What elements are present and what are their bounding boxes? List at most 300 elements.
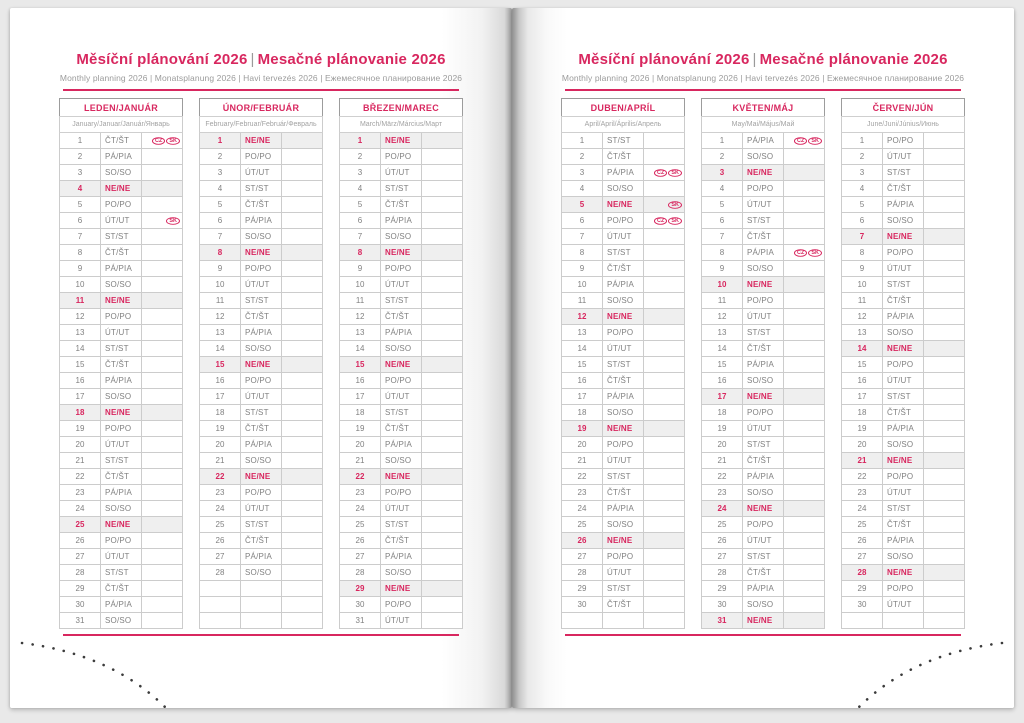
day-code-cell: PÁ/PIA (883, 309, 924, 325)
day-number-cell: 16 (702, 373, 743, 389)
day-number-cell: 6 (702, 213, 743, 229)
day-code-cell: SO/SO (381, 341, 422, 357)
day-code-cell: ČT/ŠT (743, 453, 784, 469)
day-code-cell: ÚT/UT (241, 277, 282, 293)
day-number-cell: 13 (340, 325, 381, 341)
day-number-cell: 29 (562, 581, 603, 597)
month-name: LEDEN/JANUÁR (60, 99, 183, 117)
note-cell (644, 437, 685, 453)
day-number-cell: 19 (562, 421, 603, 437)
note-cell (422, 405, 463, 421)
note-cell (142, 341, 183, 357)
note-cell (142, 357, 183, 373)
day-code-cell: PO/PO (603, 549, 644, 565)
calendar-row (200, 229, 323, 245)
note-cell (784, 213, 825, 229)
day-code-cell: SO/SO (101, 277, 142, 293)
day-code-cell: SO/SO (743, 485, 784, 501)
note-cell (924, 229, 965, 245)
day-code-cell: ÚT/UT (241, 501, 282, 517)
calendar-row (702, 357, 825, 373)
day-number-cell: 29 (60, 581, 101, 597)
day-code-cell: ÚT/UT (743, 309, 784, 325)
day-number-cell: 25 (340, 517, 381, 533)
note-cell (282, 357, 323, 373)
calendar-row (60, 517, 183, 533)
day-code-cell: ÚT/UT (603, 341, 644, 357)
page-subtitle: Monthly planning 2026 | Monatsplanung 2026 | Havi tervezés 2026 | Ежемесячное планирование 2026 (561, 73, 965, 83)
day-number-cell: 7 (200, 229, 241, 245)
calendar-row (702, 533, 825, 549)
calendar-row (562, 277, 685, 293)
day-code-cell: PO/PO (241, 261, 282, 277)
note-cell (142, 213, 183, 229)
note-cell (924, 421, 965, 437)
day-number-cell: 13 (702, 325, 743, 341)
day-code-cell: PÁ/PIA (883, 533, 924, 549)
day-number-cell: 15 (702, 357, 743, 373)
day-code-cell: PÁ/PIA (743, 469, 784, 485)
calendar-row (562, 357, 685, 373)
calendar-row (702, 437, 825, 453)
note-cell (784, 549, 825, 565)
day-number-cell: 14 (340, 341, 381, 357)
day-number-cell: 17 (200, 389, 241, 405)
calendar-row (200, 501, 323, 517)
note-cell (924, 565, 965, 581)
note-cell (784, 597, 825, 613)
calendar-row (702, 581, 825, 597)
note-cell (282, 421, 323, 437)
day-code-cell: PO/PO (743, 405, 784, 421)
day-code-cell: PO/PO (883, 133, 924, 149)
day-code-cell: NE/NE (101, 405, 142, 421)
note-cell (784, 341, 825, 357)
day-number-cell: 31 (60, 613, 101, 629)
month-table-leden-januar (59, 98, 183, 629)
calendar-row (562, 453, 685, 469)
day-code-cell: PÁ/PIA (743, 357, 784, 373)
calendar-row (340, 389, 463, 405)
calendar-row (340, 437, 463, 453)
day-number-cell: 16 (340, 373, 381, 389)
day-number-cell: 22 (340, 469, 381, 485)
note-cell (644, 133, 685, 149)
day-number-cell: 4 (200, 181, 241, 197)
note-cell (644, 277, 685, 293)
calendar-row (842, 133, 965, 149)
month-table-brezen-marec (339, 98, 463, 629)
calendar-row (340, 293, 463, 309)
note-cell (784, 357, 825, 373)
day-number-cell: 20 (60, 437, 101, 453)
day-code-cell: SO/SO (241, 341, 282, 357)
note-cell (644, 421, 685, 437)
day-code-cell: SO/SO (241, 565, 282, 581)
day-code-cell: ST/ST (603, 581, 644, 597)
day-number-cell: 22 (842, 469, 883, 485)
day-code-cell: ČT/ŠT (603, 149, 644, 165)
calendar-row (842, 213, 965, 229)
calendar-row (340, 245, 463, 261)
calendar-row (702, 213, 825, 229)
day-code-cell: SO/SO (603, 293, 644, 309)
day-number-cell: 2 (842, 149, 883, 165)
day-number-cell: 19 (842, 421, 883, 437)
calendar-row (340, 229, 463, 245)
blank-day-cell (241, 597, 282, 613)
day-number-cell: 1 (842, 133, 883, 149)
note-cell (924, 277, 965, 293)
day-code-cell: ČT/ŠT (381, 309, 422, 325)
calendar-row (340, 405, 463, 421)
note-cell (924, 325, 965, 341)
day-code-cell: ČT/ŠT (241, 197, 282, 213)
day-code-cell: PO/PO (101, 533, 142, 549)
day-number-cell: 28 (702, 565, 743, 581)
calendar-row (842, 165, 965, 181)
calendar-row (842, 549, 965, 565)
note-cell (282, 469, 323, 485)
day-code-cell: SO/SO (241, 453, 282, 469)
day-code-cell: PÁ/PIA (743, 133, 784, 149)
calendar-row (60, 581, 183, 597)
day-code-cell: ČT/ŠT (603, 597, 644, 613)
day-code-cell: PO/PO (603, 213, 644, 229)
day-code-cell: ÚT/UT (883, 485, 924, 501)
calendar-row (702, 133, 825, 149)
calendar-row (842, 389, 965, 405)
calendar-row (842, 421, 965, 437)
note-cell (924, 245, 965, 261)
title-divider: | (752, 51, 757, 68)
calendar-row (340, 309, 463, 325)
day-code-cell: SO/SO (603, 517, 644, 533)
calendar-row (200, 293, 323, 309)
calendar-row (702, 149, 825, 165)
note-cell (784, 133, 825, 149)
note-cell (924, 389, 965, 405)
day-number-cell: 24 (562, 501, 603, 517)
day-code-cell: NE/NE (883, 453, 924, 469)
day-number-cell: 22 (60, 469, 101, 485)
day-number-cell: 8 (562, 245, 603, 261)
calendar-row (60, 565, 183, 581)
month-name: BŘEZEN/MAREC (340, 99, 463, 117)
day-number-cell: 11 (562, 293, 603, 309)
day-code-cell: PO/PO (743, 517, 784, 533)
note-cell (644, 229, 685, 245)
day-code-cell: PO/PO (241, 485, 282, 501)
day-number-cell: 13 (200, 325, 241, 341)
calendar-row (200, 197, 323, 213)
note-cell (142, 389, 183, 405)
note-cell (924, 453, 965, 469)
day-code-cell: PO/PO (883, 469, 924, 485)
day-number-cell: 14 (702, 341, 743, 357)
note-cell (784, 165, 825, 181)
note-cell (142, 149, 183, 165)
note-cell (282, 341, 323, 357)
calendar-row (842, 261, 965, 277)
day-number-cell: 20 (702, 437, 743, 453)
day-code-cell: NE/NE (883, 341, 924, 357)
calendar-row (60, 133, 183, 149)
corner-perforation-right (844, 636, 1014, 708)
day-number-cell: 1 (340, 133, 381, 149)
day-code-cell: SO/SO (101, 165, 142, 181)
months-row-right (512, 98, 1014, 629)
day-number-cell: 27 (60, 549, 101, 565)
day-code-cell: PÁ/PIA (101, 597, 142, 613)
day-number-cell: 13 (562, 325, 603, 341)
blank-number-cell (842, 613, 883, 629)
blank-note-cell (282, 613, 323, 629)
planner-page-left (10, 8, 512, 708)
day-number-cell: 1 (702, 133, 743, 149)
note-cell (924, 213, 965, 229)
day-number-cell: 12 (842, 309, 883, 325)
day-number-cell: 30 (702, 597, 743, 613)
day-code-cell: ČT/ŠT (883, 293, 924, 309)
day-code-cell: PÁ/PIA (381, 213, 422, 229)
day-code-cell: PÁ/PIA (381, 549, 422, 565)
calendar-row (702, 485, 825, 501)
day-number-cell: 16 (60, 373, 101, 389)
holiday-badge-cz: CZ (654, 217, 667, 225)
day-number-cell: 21 (340, 453, 381, 469)
holiday-badge-cz: CZ (654, 169, 667, 177)
day-code-cell: ČT/ŠT (743, 565, 784, 581)
note-cell (644, 453, 685, 469)
calendar-row (842, 373, 965, 389)
title-czech: Měsíční plánování 2026 (76, 51, 248, 68)
calendar-row (842, 581, 965, 597)
day-number-cell: 27 (200, 549, 241, 565)
note-cell (422, 437, 463, 453)
day-number-cell: 17 (702, 389, 743, 405)
day-number-cell: 2 (702, 149, 743, 165)
day-number-cell: 18 (340, 405, 381, 421)
note-cell (142, 597, 183, 613)
day-code-cell: ST/ST (603, 133, 644, 149)
month-languages: June/Juni/Június/Июнь (842, 117, 965, 133)
day-number-cell: 22 (702, 469, 743, 485)
day-code-cell: ČT/ŠT (743, 229, 784, 245)
day-number-cell: 22 (562, 469, 603, 485)
calendar-row (842, 405, 965, 421)
day-code-cell: PÁ/PIA (241, 325, 282, 341)
calendar-row (200, 245, 323, 261)
day-code-cell: SO/SO (381, 565, 422, 581)
calendar-row (200, 149, 323, 165)
day-code-cell: PO/PO (381, 485, 422, 501)
calendar-row (562, 213, 685, 229)
calendar-row (702, 181, 825, 197)
calendar-row (562, 501, 685, 517)
calendar-row (702, 405, 825, 421)
day-number-cell: 17 (340, 389, 381, 405)
note-cell (924, 197, 965, 213)
calendar-row (60, 485, 183, 501)
note-cell (924, 309, 965, 325)
day-code-cell: SO/SO (381, 453, 422, 469)
day-number-cell: 7 (702, 229, 743, 245)
calendar-row (340, 213, 463, 229)
note-cell (422, 341, 463, 357)
month-languages: May/Mai/Május/Май (702, 117, 825, 133)
day-code-cell: PO/PO (381, 261, 422, 277)
day-code-cell: ST/ST (241, 181, 282, 197)
note-cell (784, 277, 825, 293)
note-cell (142, 469, 183, 485)
day-number-cell: 2 (340, 149, 381, 165)
day-number-cell: 23 (562, 485, 603, 501)
day-code-cell: ST/ST (743, 549, 784, 565)
title-czech: Měsíční plánování 2026 (578, 51, 750, 68)
day-code-cell: NE/NE (743, 389, 784, 405)
day-number-cell: 14 (60, 341, 101, 357)
calendar-row (60, 197, 183, 213)
note-cell (644, 181, 685, 197)
planner-page-right (512, 8, 1014, 708)
day-code-cell: PO/PO (101, 421, 142, 437)
calendar-row (200, 405, 323, 421)
calendar-row (60, 277, 183, 293)
calendar-row (842, 229, 965, 245)
day-code-cell: PO/PO (883, 245, 924, 261)
note-cell (784, 245, 825, 261)
calendar-row (842, 437, 965, 453)
day-code-cell: ČT/ŠT (883, 181, 924, 197)
day-number-cell: 6 (60, 213, 101, 229)
day-number-cell: 14 (562, 341, 603, 357)
day-code-cell: NE/NE (241, 245, 282, 261)
day-code-cell: PÁ/PIA (743, 581, 784, 597)
blank-number-cell (200, 597, 241, 613)
day-number-cell: 6 (340, 213, 381, 229)
note-cell (142, 277, 183, 293)
note-cell (924, 373, 965, 389)
day-number-cell: 3 (60, 165, 101, 181)
note-cell (282, 373, 323, 389)
day-number-cell: 17 (60, 389, 101, 405)
calendar-row (60, 149, 183, 165)
day-code-cell: PÁ/PIA (883, 197, 924, 213)
title-slovak: Mesačné plánovanie 2026 (759, 51, 948, 68)
day-number-cell: 7 (562, 229, 603, 245)
day-number-cell: 19 (200, 421, 241, 437)
day-number-cell: 8 (702, 245, 743, 261)
note-cell (142, 485, 183, 501)
calendar-row (702, 293, 825, 309)
day-code-cell: PÁ/PIA (101, 261, 142, 277)
day-number-cell: 12 (340, 309, 381, 325)
calendar-row (60, 533, 183, 549)
calendar-row (702, 597, 825, 613)
day-code-cell: ST/ST (603, 245, 644, 261)
note-cell (142, 197, 183, 213)
month-table-duben-april (561, 98, 685, 629)
note-cell (644, 245, 685, 261)
note-cell (924, 437, 965, 453)
calendar-row (702, 229, 825, 245)
day-code-cell: NE/NE (101, 181, 142, 197)
day-code-cell: ČT/ŠT (241, 421, 282, 437)
calendar-row (340, 181, 463, 197)
blank-note-cell (282, 597, 323, 613)
day-number-cell: 26 (562, 533, 603, 549)
calendar-row (702, 197, 825, 213)
day-number-cell: 5 (60, 197, 101, 213)
note-cell (784, 309, 825, 325)
note-cell (644, 405, 685, 421)
note-cell (422, 517, 463, 533)
day-code-cell: NE/NE (603, 309, 644, 325)
day-code-cell: SO/SO (743, 261, 784, 277)
day-number-cell: 18 (702, 405, 743, 421)
calendar-row (562, 293, 685, 309)
day-code-cell: ÚT/UT (603, 565, 644, 581)
day-number-cell: 21 (562, 453, 603, 469)
note-cell (422, 261, 463, 277)
note-cell (282, 261, 323, 277)
note-cell (784, 613, 825, 629)
calendar-row (200, 277, 323, 293)
note-cell (784, 565, 825, 581)
day-code-cell: ST/ST (381, 181, 422, 197)
note-cell (282, 533, 323, 549)
calendar-row (842, 597, 965, 613)
calendar-row (562, 373, 685, 389)
calendar-row (340, 453, 463, 469)
day-code-cell: NE/NE (883, 565, 924, 581)
note-cell (422, 245, 463, 261)
calendar-row (200, 373, 323, 389)
day-code-cell: ÚT/UT (241, 389, 282, 405)
day-code-cell: PO/PO (101, 197, 142, 213)
day-code-cell: ČT/ŠT (101, 581, 142, 597)
blank-number-cell (200, 613, 241, 629)
calendar-row (702, 453, 825, 469)
note-cell (784, 373, 825, 389)
day-number-cell: 11 (200, 293, 241, 309)
calendar-row (60, 261, 183, 277)
day-code-cell: ST/ST (241, 517, 282, 533)
calendar-row (340, 501, 463, 517)
day-code-cell: NE/NE (381, 245, 422, 261)
calendar-row (702, 565, 825, 581)
day-code-cell: ÚT/UT (101, 437, 142, 453)
day-number-cell: 5 (340, 197, 381, 213)
day-number-cell: 26 (60, 533, 101, 549)
note-cell (142, 405, 183, 421)
note-cell (422, 469, 463, 485)
day-number-cell: 12 (200, 309, 241, 325)
calendar-row (340, 597, 463, 613)
day-number-cell: 26 (200, 533, 241, 549)
day-code-cell: ČT/ŠT (241, 533, 282, 549)
day-number-cell: 6 (842, 213, 883, 229)
calendar-row (60, 245, 183, 261)
day-number-cell: 31 (702, 613, 743, 629)
calendar-row (340, 469, 463, 485)
holiday-badge-cz: CZ (794, 249, 807, 257)
calendar-row (842, 149, 965, 165)
day-code-cell: PÁ/PIA (241, 437, 282, 453)
month-table-cerven-jun (841, 98, 965, 629)
day-number-cell: 28 (60, 565, 101, 581)
